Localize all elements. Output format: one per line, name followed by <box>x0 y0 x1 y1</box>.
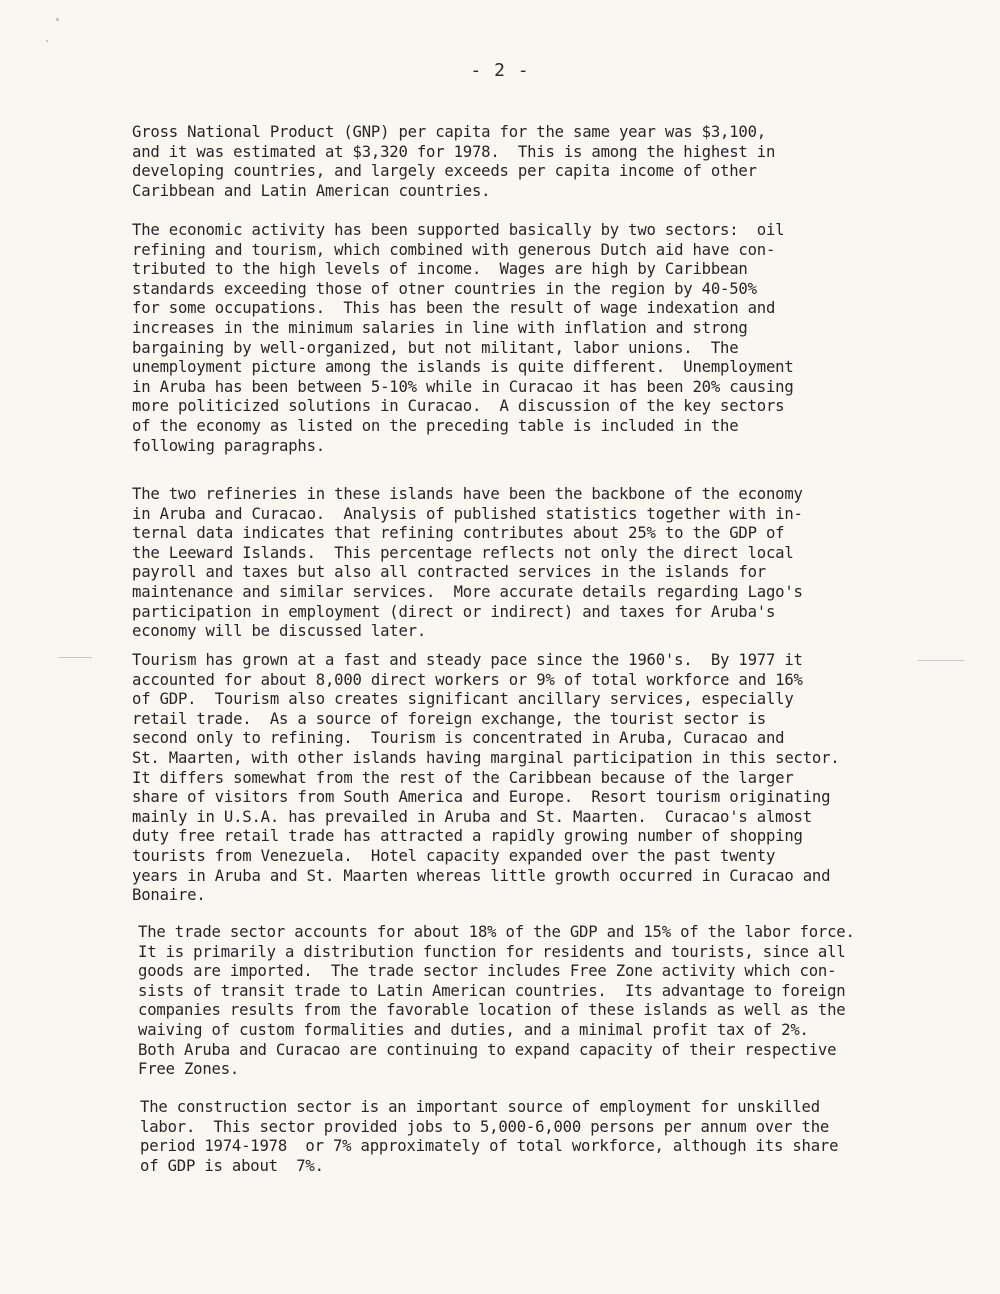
text-line: duty free retail trade has attracted a rapidly growing number of shopping <box>132 827 803 846</box>
text-line: maintenance and similar services. More accurate details regarding Lago's <box>132 582 803 601</box>
text-line: of GDP is about 7%. <box>140 1156 324 1175</box>
text-line: retail trade. As a source of foreign exchange, the tourist sector is <box>132 709 766 728</box>
paragraph-trade-sector <box>138 923 928 1080</box>
paragraph-construction-sector <box>140 1098 930 1176</box>
scan-mark <box>56 18 59 21</box>
text-line: for some occupations. This has been the result of wage indexation and <box>132 299 776 318</box>
text-line: unemployment picture among the islands is quite different. Unemployment <box>132 358 794 377</box>
text-line: Free Zones. <box>138 1060 240 1079</box>
text-line: The trade sector accounts for about 18% of the GDP and 15% of the labor force. <box>138 923 855 941</box>
text-line: It differs somewhat from the rest of the Caribbean because of the larger <box>132 768 794 787</box>
text-line: refining and tourism, which combined with generous Dutch aid have con- <box>132 240 776 259</box>
text-line: The construction sector is an important source of employment for unskilled <box>140 1098 820 1116</box>
text-line: sists of transit trade to Latin American countries. Its advantage to foreign <box>138 981 846 1000</box>
text-line: second only to refining. Tourism is concentrated in Aruba, Curacao and <box>132 729 785 748</box>
text-line: period 1974-1978 or 7% approximately of total workforce, although its share <box>140 1137 839 1156</box>
text-line: payroll and taxes but also all contracted services in the islands for <box>132 563 766 582</box>
text-line: the Leeward Islands. This percentage reflects not only the direct local <box>132 543 794 562</box>
text-line: Caribbean and Latin American countries. <box>132 181 491 200</box>
text-line: increases in the minimum salaries in line with inflation and strong <box>132 318 748 337</box>
text-line: of GDP. Tourism also creates significant ancillary services, especially <box>132 690 794 709</box>
text-line: standards exceeding those of otner countries in the region by 40-50% <box>132 279 757 298</box>
text-line: and it was estimated at $3,320 for 1978. This is among the highest in <box>132 142 776 161</box>
page-number: - 2 - <box>470 60 530 81</box>
text-line: developing countries, and largely exceeds per capita income of other <box>132 162 757 181</box>
text-line: Both Aruba and Curacao are continuing to expand capacity of their respective <box>138 1040 837 1059</box>
text-line: St. Maarten, with other islands having marginal participation in this sector. <box>132 748 840 767</box>
paragraph-gnp <box>132 123 922 201</box>
text-line: in Aruba has been between 5-10% while in Curacao it has been 20% causing <box>132 377 794 396</box>
text-line: Gross National Product (GNP) per capita for the same year was $3,100, <box>132 123 766 141</box>
text-line: The two refineries in these islands have been the backbone of the economy <box>132 485 803 503</box>
text-line: waiving of custom formalities and duties, and a minimal profit tax of 2%. <box>138 1020 809 1039</box>
scan-mark <box>58 657 92 658</box>
text-line: more politicized solutions in Curacao. A discussion of the key sectors <box>132 397 785 416</box>
scan-mark <box>918 660 964 661</box>
text-line: goods are imported. The trade sector includes Free Zone activity which con- <box>138 962 837 981</box>
text-line: bargaining by well-organized, but not militant, labor unions. The <box>132 338 739 357</box>
text-line: share of visitors from South America and Europe. Resort tourism originating <box>132 788 831 807</box>
text-line: Bonaire. <box>132 886 206 905</box>
text-line: companies results from the favorable location of these islands as well as the <box>138 1001 846 1020</box>
text-line: participation in employment (direct or indirect) and taxes for Aruba's <box>132 602 776 621</box>
text-line: The economic activity has been supported basically by two sectors: oil <box>132 221 785 239</box>
text-line: of the economy as listed on the preceding table is included in the <box>132 416 739 435</box>
paragraph-economic-activity <box>132 221 922 456</box>
text-line: years in Aruba and St. Maarten whereas little growth occurred in Curacao and <box>132 866 831 885</box>
text-line: following paragraphs. <box>132 436 325 455</box>
text-line: mainly in U.S.A. has prevailed in Aruba and St. Maarten. Curacao's almost <box>132 807 812 826</box>
text-line: ternal data indicates that refining contributes about 25% to the GDP of <box>132 524 785 543</box>
text-line: tributed to the high levels of income. Wages are high by Caribbean <box>132 260 748 279</box>
text-line: Tourism has grown at a fast and steady pace since the 1960's. By 1977 it <box>132 651 803 669</box>
paragraph-tourism <box>132 651 922 906</box>
text-line: labor. This sector provided jobs to 5,000-6,000 persons per annum over the <box>140 1117 830 1136</box>
text-line: accounted for about 8,000 direct workers or 9% of total workforce and 16% <box>132 670 803 689</box>
text-line: in Aruba and Curacao. Analysis of published statistics together with in- <box>132 504 803 523</box>
scan-mark <box>46 40 48 42</box>
text-line: tourists from Venezuela. Hotel capacity expanded over the past twenty <box>132 846 776 865</box>
text-line: It is primarily a distribution function for residents and tourists, since all <box>138 942 846 961</box>
text-line: economy will be discussed later. <box>132 622 427 641</box>
paragraph-refineries <box>132 485 922 642</box>
